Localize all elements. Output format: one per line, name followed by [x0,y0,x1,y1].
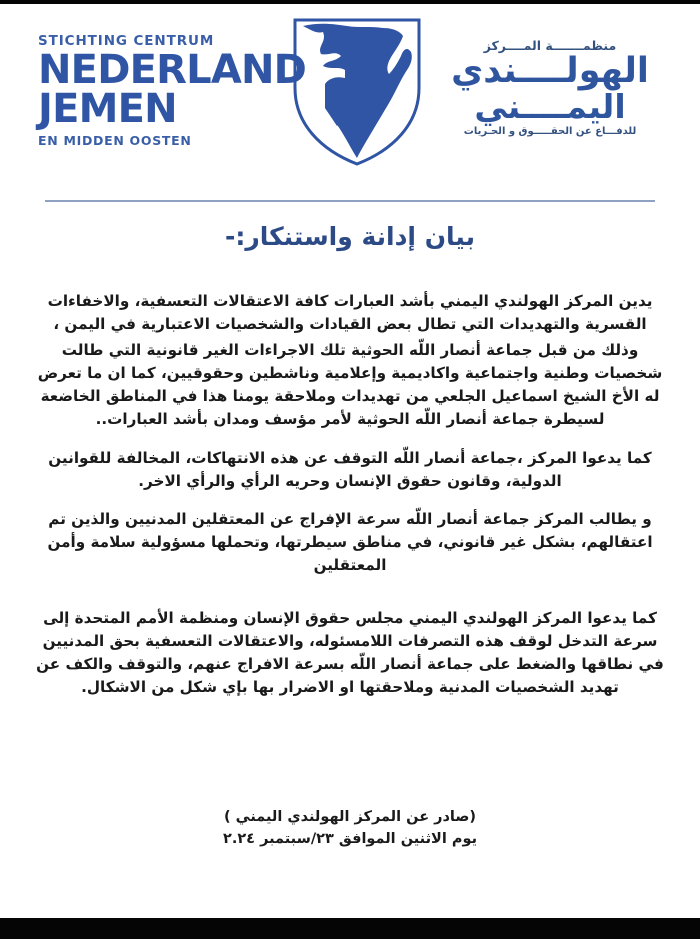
statement-paragraph: كما يدعوا المركز الهولندي اليمني مجلس حقوق الإنسان ومنظمة الأمم المتحدة إلى سرعة التدخل لوقف هذه التصرفات اللامسئوله، والاعتقالات التعسفية بحق المدنيين في نطاقها والضغط على جماعة أنصار اللّه بسرعة الافراج عنهم، والتوقف والكف عن تهديد الشخصيات المدنية وملاحقتها او الاضرار بها بإي شكل من الاشكال. [36,609,664,697]
letterhead-header [0,8,700,173]
bottom-edge-bar [0,918,700,939]
footer-issuer-line: (صادر عن المركز الهولندي اليمني ) [223,809,477,825]
arabic-logo-block [432,38,668,143]
latin-logo-line-jemen: JEMEN [38,86,177,132]
latin-logo-sub-top: STICHTING CENTRUM [38,32,215,49]
statement-body [33,290,667,702]
header-divider [45,200,655,202]
arabic-logo-name-line-1: الهولــــندي [451,50,649,91]
latin-logo-block [32,32,307,149]
top-edge-bar [0,0,700,4]
arabic-logo-name-line-2: اليمــــني [474,86,626,126]
statement-paragraph: كما يدعوا المركز ،جماعة أنصار اللّه التوقف عن هذه الانتهاكات، المخالفة للقوانين الدولية، وقانون حقوق الإنسان وحريه الرأي والرأي الاخر. [48,448,652,490]
arabic-logo-tagline-bottom: للدفـــاع عن الحقـــــوق و الحـريات [463,126,637,138]
statement-paragraph: يدين المركز الهولندي اليمني بأشد العبارات كافة الاعتقالات التعسفية، والاخفاءات القسرية والتهديدات التي تطال بعض القيادات والشخصيات الاعتبارية في اليمن ، [47,292,653,334]
arabic-logo-tagline-top: منظمـــــــة المــــركز [483,37,617,53]
page-title: بيان إدانة واستنكار:- [224,222,476,251]
footer-date-line: يوم الاثنين الموافق ٢٣/سبتمبر ٢.٢٤ [222,831,478,848]
latin-logo-line-nederland: NEDERLAND [38,46,307,93]
statement-paragraph: و يطالب المركز جماعة أنصار اللّه سرعة الإفراج عن المعتقلين المدنيين والذين تم اعتقالهم، بشكل غير قانوني، في مناطق سيطرتها، وتحملها مسؤولية سلامة وأمن المعتقلين [47,509,653,574]
latin-logo-sub-bottom: EN MIDDEN OOSTEN [38,133,192,149]
statement-paragraph: وذلك من قبل جماعة أنصار اللّه الحوثية تلك الاجراءات الغير قانونية التي طالت شخصيات وطنية واجتماعية واكاديمية وإعلامية وناشطين وحقوقيين، كما ان ما تعرض له الأخ الشيخ اسماعيل الجلعي من تهديدات وملاحقة يومنا هذا في المناطق الخاضعة لسيطرة جماعة أنصار اللّه الحوثية لأمر مؤسف ومدان بأشد العبارات.. [37,341,663,429]
statement-footer [0,806,700,851]
